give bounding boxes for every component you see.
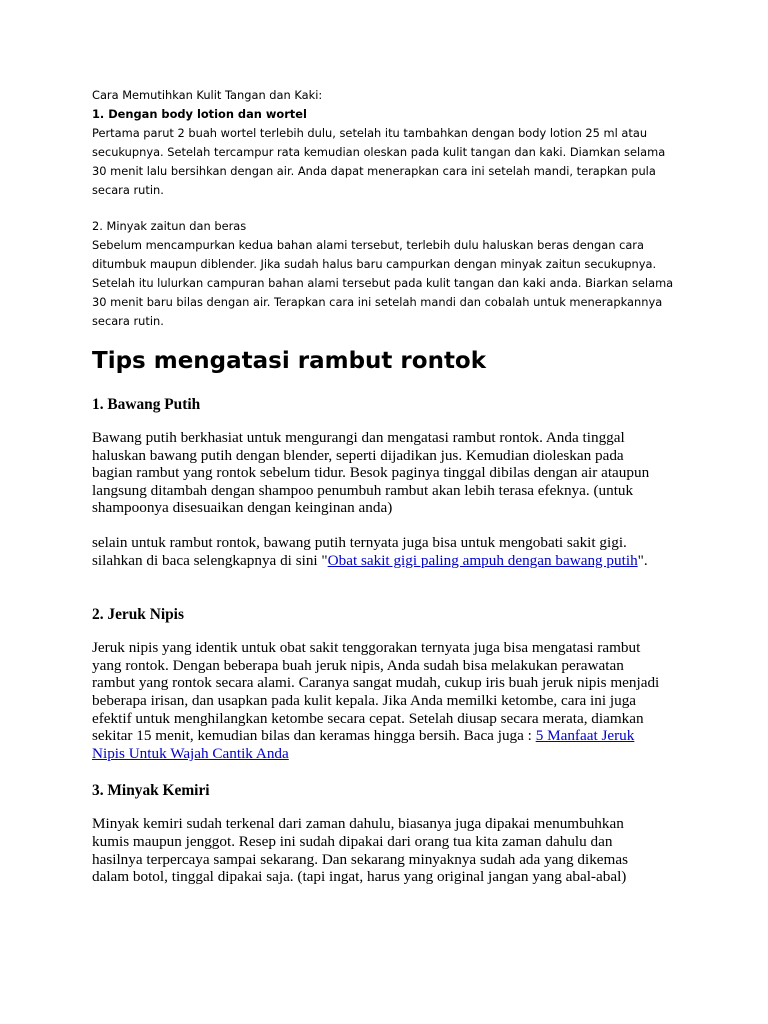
paragraph-line: langsung ditambah dengan shampoo penumbuh rambut akan lebih terasa efeknya. (untuk [92,481,634,499]
section2-paragraph [92,639,672,762]
section3-paragraph [92,815,672,885]
section1-extra [92,534,672,569]
link-suffix: ". [637,551,648,569]
step1-line: 30 menit lalu bersihkan dengan air. Anda dapat menerapkan cara ini setelah mandi, terapkan pula [92,164,656,178]
paragraph-line: Minyak kemiri sudah terkenal dari zaman dahulu, biasanya juga dipakai menumbuhkan [92,815,624,833]
paragraph-line: dalam botol, tinggal dipakai saja. (tapi ingat, harus yang original jangan yang abal-abal) [92,868,627,886]
section2-heading: 2. Jeruk Nipis [92,606,184,624]
paragraph-line: haluskan bawang putih dengan blender, seperti dijadikan jus. Kemudian dioleskan pada [92,446,624,464]
paragraph-line: hasilnya terpercaya sampai sekarang. Dan sekarang minyaknya sudah ada yang dikemas [92,850,628,868]
step1-line: secara rutin. [92,183,164,197]
paragraph-line: yang rontok. Dengan beberapa buah jeruk nipis, Anda sudah bisa melakukan perawatan [92,656,624,674]
paragraph-line: Jeruk nipis yang identik untuk obat sakit tenggorakan ternyata juga bisa mengatasi rambut [92,639,641,657]
step1-line: Pertama parut 2 buah wortel terlebih dulu, setelah itu tambahkan dengan body lotion 25 ml atau [92,126,648,140]
step2-line: Setelah itu lulurkan campuran bahan alami tersebut pada kulit tangan dan kaki anda. Biarkan selama [92,276,674,290]
step1-line: secukupnya. Setelah tercampur rata kemudian oleskan pada kulit tangan dan kaki. Diamkan selama [92,145,666,159]
spacer [92,200,672,217]
section3-heading: 3. Minyak Kemiri [92,782,210,800]
whitening-heading: Cara Memutihkan Kulit Tangan dan Kaki: [92,88,323,102]
step2-line: 30 menit baru bilas dengan air. Terapkan cara ini setelah mandi dan cobalah untuk menerapkannya [92,295,663,309]
paragraph-line: efektif untuk menghilangkan ketombe secara cepat. Setelah diusap secara merata, diamkan [92,709,644,727]
tips-title: Tips mengatasi rambut rontok [92,348,487,374]
paragraph-line: shampoonya disesuaikan dengan keinginan anda) [92,499,393,517]
whitening-section [92,86,672,331]
step2-title: 2. Minyak zaitun dan beras [92,219,247,233]
step2-line: secara rutin. [92,314,164,328]
toothache-garlic-link[interactable]: Obat sakit gigi paling ampuh dengan bawang putih [327,551,638,569]
step2-line: Sebelum mencampurkan kedua bahan alami tersebut, terlebih dulu haluskan beras dengan cara [92,238,644,252]
paragraph-line: beberapa irisan, dan usapkan pada kulit kepala. Jika Anda memilki ketombe, cara ini juga [92,691,637,709]
document-page [92,86,672,886]
step1-title: 1. Dengan body lotion dan wortel [92,107,307,121]
paragraph-line: bagian rambut yang rontok sebelum tidur. Besok paginya tinggal dibilas dengan air ataupun [92,464,650,482]
paragraph-line: Bawang putih berkhasiat untuk mengurangi dan mengatasi rambut rontok. Anda tinggal [92,429,625,446]
paragraph-line: kumis maupun jenggot. Resep ini sudah dipakai dari orang tua kita zaman dahulu dan [92,832,613,850]
paragraph-line: rambut yang rontok secara alami. Caranya sangat mudah, cukup iris buah jeruk nipis menjadi [92,674,660,692]
paragraph-line [92,745,672,763]
paragraph-line: selain untuk rambut rontok, bawang putih ternyata juga bisa untuk mengobati sakit gigi. [92,533,627,551]
link-prefix: silahkan di baca selengkapnya di sini " [92,551,328,569]
lime-benefits-link[interactable]: 5 Manfaat Jeruk [535,727,635,745]
paragraph-line [92,727,672,745]
paragraph-line [92,552,672,570]
section1-heading: 1. Bawang Putih [92,396,201,413]
lime-benefits-link-continued[interactable]: Nipis Untuk Wajah Cantik Anda [92,744,289,762]
link-prefix: sekitar 15 menit, kemudian bilas dan keramas hingga bersih. Baca juga : [92,727,536,745]
section1-paragraph [92,429,672,517]
step2-line: ditumbuk maupun diblender. Jika sudah halus baru campurkan dengan minyak zaitun secukupnya. [92,257,657,271]
